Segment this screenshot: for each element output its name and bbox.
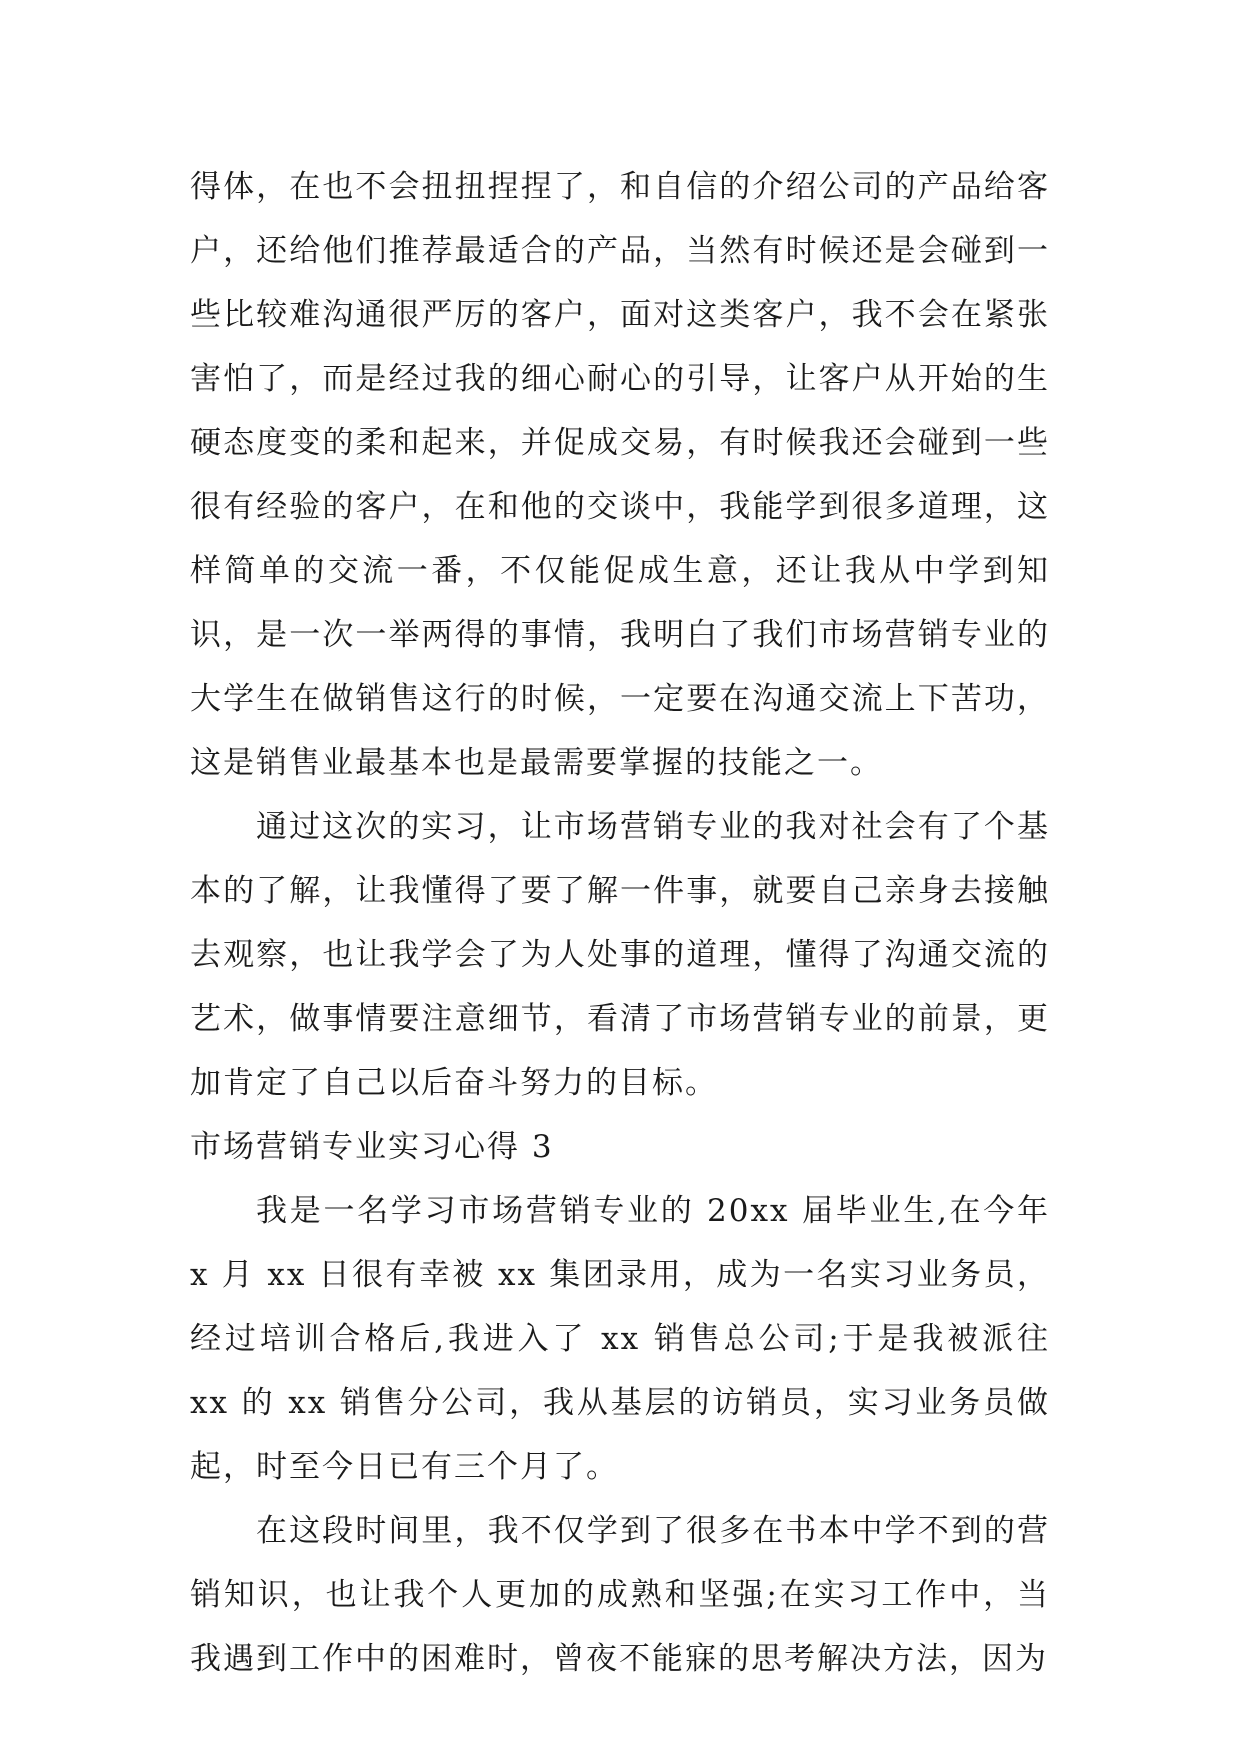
document-body	[190, 155, 1050, 1691]
paragraph-introduction: 我是一名学习市场营销专业的 20xx 届毕业生,在今年 x 月 xx 日很有幸被 xx 集团录用，成为一名实习业务员，经过培训合格后,我进入了 xx 销售总公司;于是我被派往 xx 的 xx 销售分公司，我从基层的访销员，实习业务员做起，时至今日已有三个月了。	[190, 1193, 1050, 1485]
paragraph-internship-summary: 通过这次的实习，让市场营销专业的我对社会有了个基本的了解，让我懂得了要了解一件事，就要自己亲身去接触去观察，也让我学会了为人处事的道理，懂得了沟通交流的艺术，做事情要注意细节，看清了市场营销专业的前景，更加肯定了自己以后奋斗努力的目标。	[190, 809, 1050, 1101]
section-heading: 市场营销专业实习心得 3	[190, 1129, 554, 1165]
paragraph-continuation: 得体，在也不会扭扭捏捏了，和自信的介绍公司的产品给客户，还给他们推荐最适合的产品，当然有时候还是会碰到一些比较难沟通很严厉的客户，面对这类客户，我不会在紧张害怕了，而是经过我的细心耐心的引导，让客户从开始的生硬态度变的柔和起来，并促成交易，有时候我还会碰到一些很有经验的客户，在和他的交谈中，我能学到很多道理，这样简单的交流一番，不仅能促成生意，还让我从中学到知识，是一次一举两得的事情，我明白了我们市场营销专业的大学生在做销售这行的时候，一定要在沟通交流上下苦功，这是销售业最基本也是最需要掌握的技能之一。	[190, 169, 1050, 781]
paragraph-experience: 在这段时间里，我不仅学到了很多在书本中学不到的营销知识，也让我个人更加的成熟和坚强;在实习工作中，当我遇到工作中的困难时，曾夜不能寐的思考解决方法，因为	[190, 1513, 1050, 1677]
